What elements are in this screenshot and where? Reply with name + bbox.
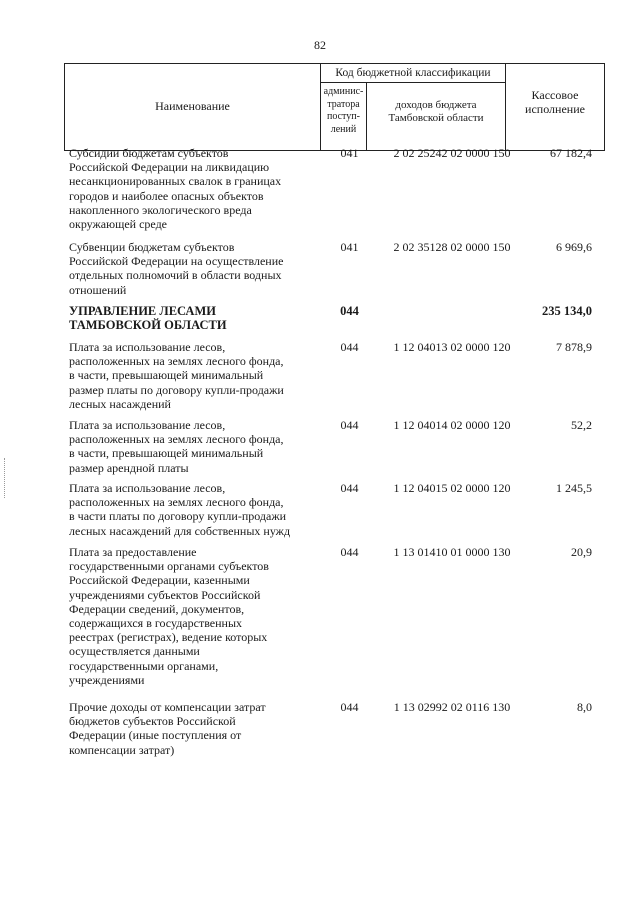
row-income-code: 2 02 25242 02 0000 150 bbox=[393, 146, 511, 160]
row-income-code: 1 12 04014 02 0000 120 bbox=[393, 418, 511, 432]
row-amount: 52,2 bbox=[571, 418, 592, 432]
header-admin: админис- тратора поступ- лений bbox=[323, 86, 364, 135]
row-income-code: 1 12 04015 02 0000 120 bbox=[393, 481, 511, 495]
row-income-code: 1 12 04013 02 0000 120 bbox=[393, 340, 511, 354]
row-amount: 67 182,4 bbox=[550, 146, 592, 160]
row-name: Плата за использование лесов, расположенных на землях лесного фонда, в части платы по договору купли-продажи лесных насаждений для собственных нужд bbox=[69, 481, 291, 538]
row-admin-code: 041 bbox=[340, 146, 359, 160]
row-name: Субсидии бюджетам субъектов Российской Федерации на ликвидацию несанкционированных свалок в границах городов и наиболее опасных объектов накопленного экологического вреда окружающей среде bbox=[69, 146, 282, 232]
row-amount: 20,9 bbox=[571, 545, 592, 559]
row-amount: 8,0 bbox=[577, 700, 592, 714]
row-admin-code: 044 bbox=[340, 304, 359, 318]
header-income: доходов бюджета Тамбовской области bbox=[388, 99, 484, 124]
row-amount: 1 245,5 bbox=[556, 481, 592, 495]
scan-margin-mark bbox=[4, 458, 7, 498]
row-income-code: 1 13 02992 02 0116 130 bbox=[393, 700, 511, 714]
row-income-code: 2 02 35128 02 0000 150 bbox=[393, 240, 511, 254]
row-admin-code: 044 bbox=[340, 418, 359, 432]
row-admin-code: 041 bbox=[340, 240, 359, 254]
row-admin-code: 044 bbox=[340, 481, 359, 495]
header-name: Наименование bbox=[155, 99, 230, 113]
row-amount: 235 134,0 bbox=[542, 304, 592, 318]
row-admin-code: 044 bbox=[340, 340, 359, 354]
row-name: УПРАВЛЕНИЕ ЛЕСАМИ ТАМБОВСКОЙ ОБЛАСТИ bbox=[69, 304, 227, 333]
row-name: Прочие доходы от компенсации затрат бюджетов субъектов Российской Федерации (иные поступления от компенсации затрат) bbox=[69, 700, 266, 757]
row-name: Субвенции бюджетам субъектов Российской Федерации на осуществление отдельных полномочий в области водных отношений bbox=[69, 240, 284, 297]
row-name: Плата за предоставление государственными органами субъектов Российской Федерации, казенными учреждениями субъектов Российской Федерации сведений, документов, содержащихся в государственных реестрах (регистрах), ведение которых осуществляется данными государственными органами, учреждениями bbox=[69, 545, 269, 687]
row-amount: 7 878,9 bbox=[556, 340, 592, 354]
row-name: Плата за использование лесов, расположенных на землях лесного фонда, в части, превышающей минимальный размер арендной платы bbox=[69, 418, 284, 475]
row-amount: 6 969,6 bbox=[556, 240, 592, 254]
row-income-code: 1 13 01410 01 0000 130 bbox=[393, 545, 511, 559]
row-name: Плата за использование лесов, расположенных на землях лесного фонда, в части, превышающей минимальный размер платы по договору купли-продажи лесных насаждений bbox=[69, 340, 284, 411]
row-admin-code: 044 bbox=[340, 545, 359, 559]
header-execution: Кассовое исполнение bbox=[525, 88, 585, 116]
table-header bbox=[64, 63, 605, 151]
row-admin-code: 044 bbox=[340, 700, 359, 714]
page-number: 82 bbox=[314, 38, 326, 52]
header-code-group: Код бюджетной классификации bbox=[335, 67, 491, 79]
header-divider bbox=[320, 82, 505, 83]
